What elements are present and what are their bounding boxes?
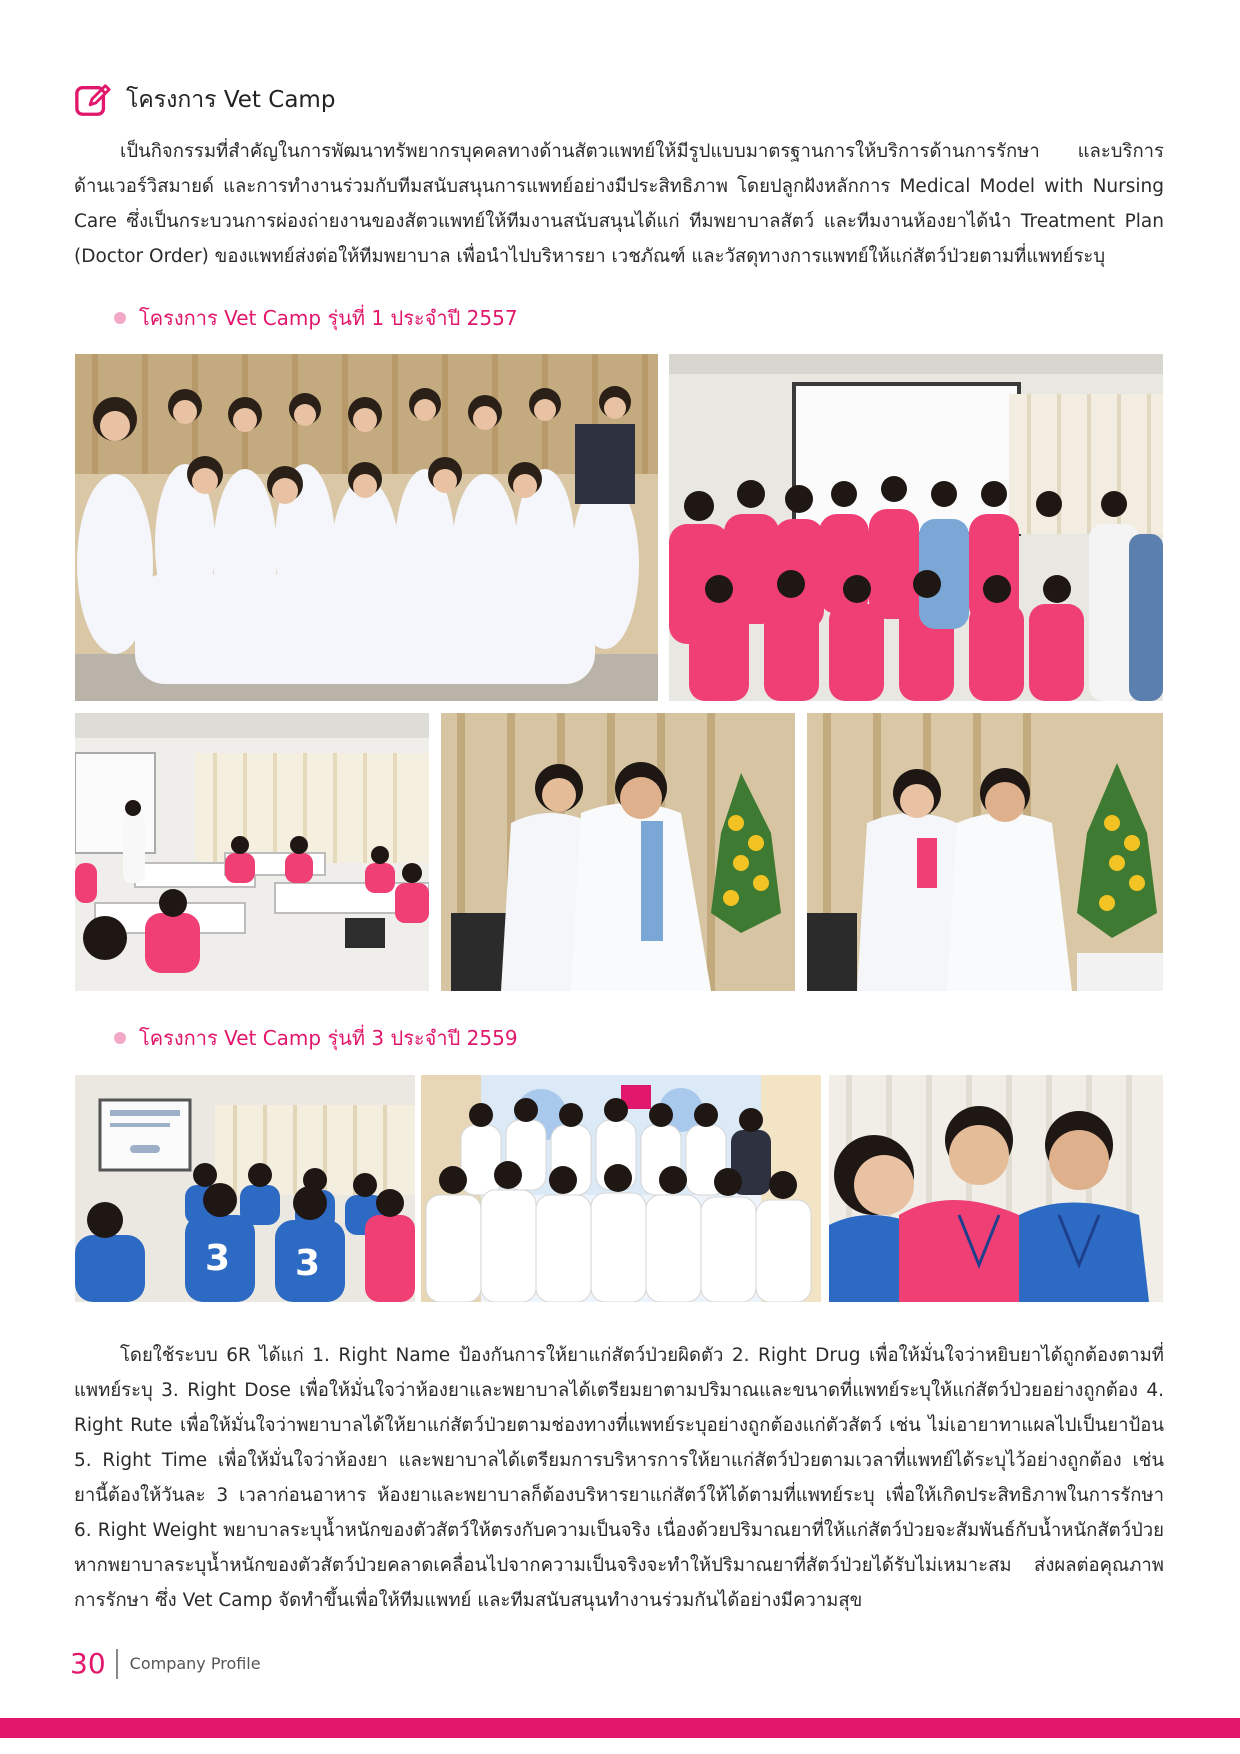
smiling-participants-photo [829,1075,1163,1302]
edit-pencil-icon [74,81,112,119]
page-footer [70,1647,261,1680]
thumbs-up-photo [807,713,1163,991]
group-photo-backdrop [421,1075,821,1302]
training-room-blue-shirts-photo [75,1075,415,1302]
section-heading-batch-3 [114,1022,518,1054]
page-title: โครงการ Vet Camp [126,87,336,113]
bullet-dot-icon [114,312,126,324]
section-heading-text: โครงการ Vet Camp รุ่นที่ 1 ประจำปี 2557 [139,306,518,330]
footer-label: Company Profile [129,1654,261,1673]
section-heading-batch-1 [114,302,518,334]
classroom-lecture-photo [75,713,429,991]
section-heading-text: โครงการ Vet Camp รุ่นที่ 3 ประจำปี 2559 [139,1026,518,1050]
bottom-accent-bar [0,1718,1240,1738]
group-photo-white-coats [75,354,658,701]
body-paragraph-6r: โดยใช้ระบบ 6R ได้แก่ 1. Right Name ป้องกันการให้ยาแก่สัตว์ป่วยผิดตัว 2. Right Drug เพื่อให้มั่นใจว่าหยิบยาได้ถูกต้องตามที่แพทย์ระบุ 3. Right Dose เพื่อให้มั่นใจว่าห้องยาและพยาบาลได้เตรียมยาตามปริมาณและขนาดที่แพทย์ระบุให้แก่สัตว์ป่วยอย่างถูกต้อง 4. Right Rute เพื่อให้มั่นใจว่าพยาบาลได้ให้ยาแก่สัตว์ป่วยตามช่องทางที่แพทย์ระบุอย่างถูกต้องแก่ตัวสัตว์ เช่น ไม่เอายาทาแผลไปเป็นยาป้อน 5. Right Time เพื่อให้มั่นใจว่าห้องยา และพยาบาลได้เตรียมการบริหารการให้ยาแก่สัตว์ป่วยตามเวลาที่แพทย์ได้ระบุไว้อย่างถูกต้อง เช่น ยานี้ต้องให้วันละ 3 เวลาก่อนอาหาร ห้องยาและพยาบาลก็ต้องบริหารยาแก่สัตว์ให้ได้ตามที่แพทย์ระบุ เพื่อให้เกิดประสิทธิภาพในการรักษา 6. Right Weight พยาบาลระบุน้ำหนักของตัวสัตว์ให้ตรงกับความเป็นจริง เนื่องด้วยปริมาณยาที่ให้แก่สัตว์ป่วยจะสัมพันธ์กับน้ำหนักสัตว์ป่วย หากพยาบาลระบุน้ำหนักของตัวสัตว์ป่วยคลาดเคลื่อนไปจากความเป็นจริงจะทำให้ปริมาณยาที่สัตว์ป่วยได้รับไม่เหมาะสม ส่งผลต่อคุณภาพการรักษา ซึ่ง Vet Camp จัดทำขึ้นเพื่อให้ทีมแพทย์ และทีมสนับสนุนทำงานร่วมกันได้อย่างมีความสุข [74,1345,1164,1611]
footer-divider [116,1649,118,1679]
svg-text:3: 3 [295,1243,321,1284]
group-photo-pink-shirts [669,354,1163,701]
svg-text:3: 3 [205,1238,231,1279]
intro-paragraph: เป็นกิจกรรมที่สำคัญในการพัฒนาทรัพยากรบุคคลทางด้านสัตวแพทย์ให้มีรูปแบบมาตรฐานการให้บริการด้านการรักษา และบริการด้านเวอร์วิสมายด์ และการทำงานร่วมกับทีมสนับสนุนการแพทย์อย่างมีประสิทธิภาพ โดยปลูกฝังหลักการ Medical Model with Nursing Care ซึ่งเป็นกระบวนการผ่องถ่ายงานของสัตวแพทย์ให้ทีมงานสนับสนุนได้แก่ ทีมพยาบาลสัตว์ และทีมงานห้องยาได้นำ Treatment Plan (Doctor Order) ของแพทย์ส่งต่อให้ทีมพยาบาล เพื่อนำไปบริหารยา เวชภัณฑ์ และวัสดุทางการแพทย์ให้แก่สัตว์ป่วยตามที่แพทย์ระบุ [74,141,1164,267]
page-number: 30 [70,1647,106,1680]
coat-ceremony-photo [441,713,795,991]
section-header [74,80,335,120]
bullet-dot-icon [114,1032,126,1044]
